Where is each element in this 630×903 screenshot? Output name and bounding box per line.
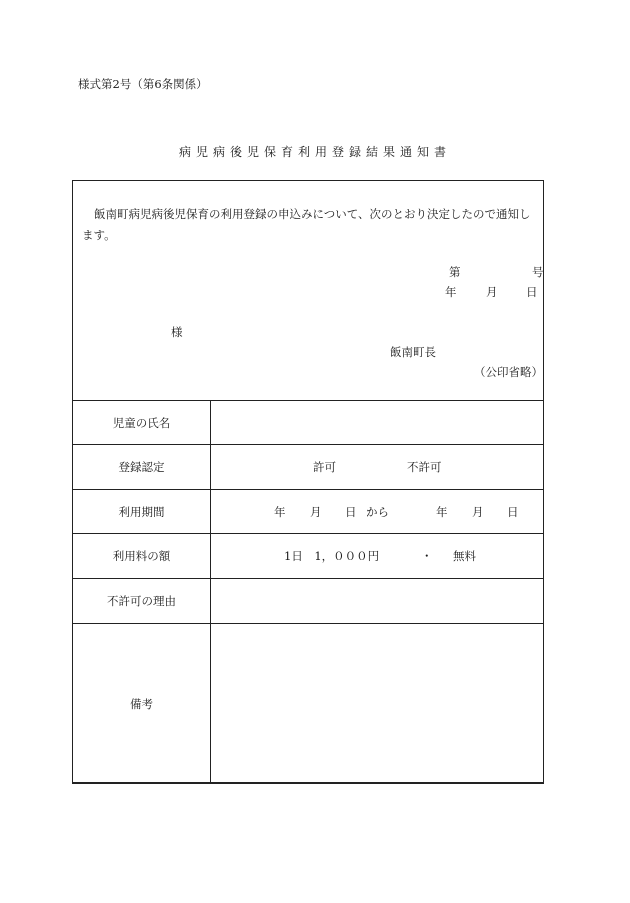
table-row-refusal-reason [73, 579, 544, 624]
period-to-day: 日 [507, 504, 519, 519]
child-name-value [211, 401, 544, 445]
notice-number-suffix: 号 [532, 265, 544, 279]
registration-table [72, 400, 544, 784]
period-from-day: 日 [345, 504, 357, 519]
table-row-period [73, 490, 544, 534]
period-from-month: 月 [310, 504, 322, 519]
notice-section [72, 180, 544, 400]
registration-value [211, 445, 544, 490]
period-label: 利用期間 [73, 490, 211, 534]
refusal-reason-value [211, 579, 544, 624]
document-title: 病児病後児保育利用登録結果通知書 [178, 145, 451, 159]
form-number: 様式第2号（第6条関係） [78, 77, 208, 91]
fee-label: 利用料の額 [73, 534, 211, 579]
period-to-month: 月 [472, 504, 484, 519]
period-to-year: 年 [436, 504, 448, 519]
fee-free-option: 無料 [453, 549, 476, 563]
table-row-fee [73, 534, 544, 579]
notice-number-prefix: 第 [449, 265, 461, 279]
addressee-suffix: 様 [171, 325, 183, 339]
fee-value [211, 534, 544, 579]
table-row-registration [73, 445, 544, 490]
period-value [211, 490, 544, 534]
notice-date-year: 年 [445, 285, 457, 299]
table-row-remarks [73, 624, 544, 784]
period-from-word: から [366, 504, 389, 519]
registration-option-permit: 許可 [313, 460, 336, 474]
refusal-reason-label: 不許可の理由 [73, 579, 211, 624]
remarks-value [211, 624, 544, 784]
child-name-label: 児童の氏名 [73, 401, 211, 445]
notice-date-day: 日 [526, 285, 538, 299]
registration-option-deny: 不許可 [407, 460, 442, 474]
registration-label: 登録認定 [73, 445, 211, 490]
notice-intro-text: 飯南町病児病後児保育の利用登録の申込みについて、次のとおり決定したので通知します。 [82, 207, 531, 242]
fee-separator: ・ [421, 549, 433, 563]
notice-date-month: 月 [486, 285, 498, 299]
seal-note: （公印省略） [474, 365, 543, 379]
table-row-child-name [73, 401, 544, 445]
fee-amount: 1日 1，０００円 [284, 549, 380, 563]
remarks-label: 備考 [73, 624, 211, 784]
period-from-year: 年 [274, 504, 286, 519]
issuer-name: 飯南町長 [390, 345, 436, 359]
